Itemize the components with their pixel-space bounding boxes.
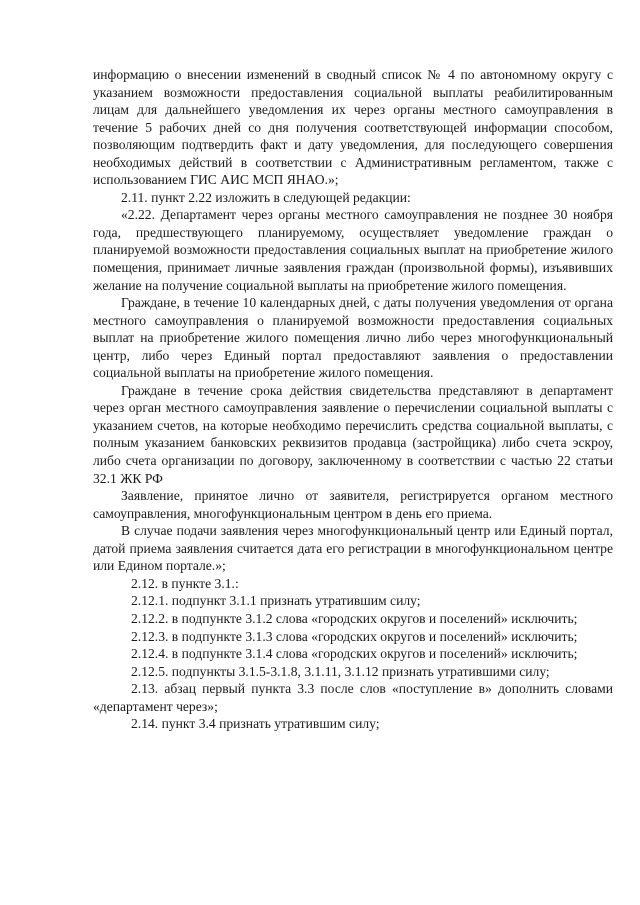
paragraph-2-12-2: 2.12.2. в подпункте 3.1.2 слова «городских округов и поселений» исключить; — [131, 610, 578, 626]
paragraph-2-12-1: 2.12.1. подпункт 3.1.1 признать утратившим силу; — [131, 593, 421, 609]
paragraph-2-13: 2.13. абзац первый пункта 3.3 после слов «поступление в» дополнить словами «департамент через»; — [93, 681, 613, 714]
paragraph-continuation: информацию о внесении изменений в сводный список № 4 по автономному округу с указанием возможности предоставления социальной выплаты реабилитированным лицам для дальнейшего уведомления их через органы местного самоуправления в течение 5 рабочих дней со дня получения соответствующей информации способом, позволяющим подтвердить факт и дату уведомления, для последующего совершения необходимых действий в соответствии с Административным регламентом, также с использованием ГИС АИС МСП ЯНАО.»; — [93, 67, 613, 188]
paragraph-2-12-3: 2.12.3. в подпункте 3.1.3 слова «городских округов и поселений» исключить; — [131, 628, 578, 644]
paragraph-application-registration: Заявление, принятое лично от заявителя, регистрируется органом местного самоуправления, многофункциональным центром в день его приема. — [93, 488, 613, 521]
paragraph-2-14: 2.14. пункт 3.4 признать утратившим силу; — [131, 716, 380, 732]
paragraph-citizens-10-days: Граждане, в течение 10 календарных дней, с даты получения уведомления от органа местного самоуправления о планируемой возможности предоставления социальных выплат на приобретение жилого помещения лично либо через многофункциональный центр, либо через Единый портал предоставляют заявления о предоставлении социальной выплаты на приобретение жилого помещения. — [93, 295, 613, 381]
document-page — [93, 66, 613, 733]
paragraph-2-12-4: 2.12.4. в подпункте 3.1.4 слова «городских округов и поселений» исключить; — [131, 646, 578, 662]
paragraph-2-12-5: 2.12.5. подпункты 3.1.5-3.1.8, 3.1.11, 3.1.12 признать утратившими силу; — [131, 663, 550, 679]
paragraph-citizens-certificate: Граждане в течение срока действия свидетельства представляют в департамент через орган местного самоуправления заявление о перечислении социальной выплаты с указанием счетов, на которые необходимо перечислить средства социальной выплаты, с полным указанием банковских реквизитов продавца (застройщика) либо счета эскроу, либо счета организации по договору, заключенному в соответствии с частью 22 статьи 32.1 ЖК РФ — [93, 382, 613, 486]
paragraph-2-22: «2.22. Департамент через органы местного самоуправления не позднее 30 ноября года, предшествующего планируемому, осуществляет уведомление граждан о планируемой возможности предоставления социальных выплат на приобретение жилого помещения, принимает личные заявления граждан (произвольной формы), изъявивших желание на получение социальной выплаты на приобретение жилого помещения. — [93, 207, 613, 293]
paragraph-2-11: 2.11. пункт 2.22 изложить в следующей редакции: — [121, 189, 411, 205]
paragraph-2-12: 2.12. в пункте 3.1.: — [131, 575, 239, 591]
paragraph-mfc-portal: В случае подачи заявления через многофункциональный центр или Единый портал, датой приема заявления считается дата его регистрации в многофункциональном центре или Едином портале.»; — [93, 523, 613, 574]
